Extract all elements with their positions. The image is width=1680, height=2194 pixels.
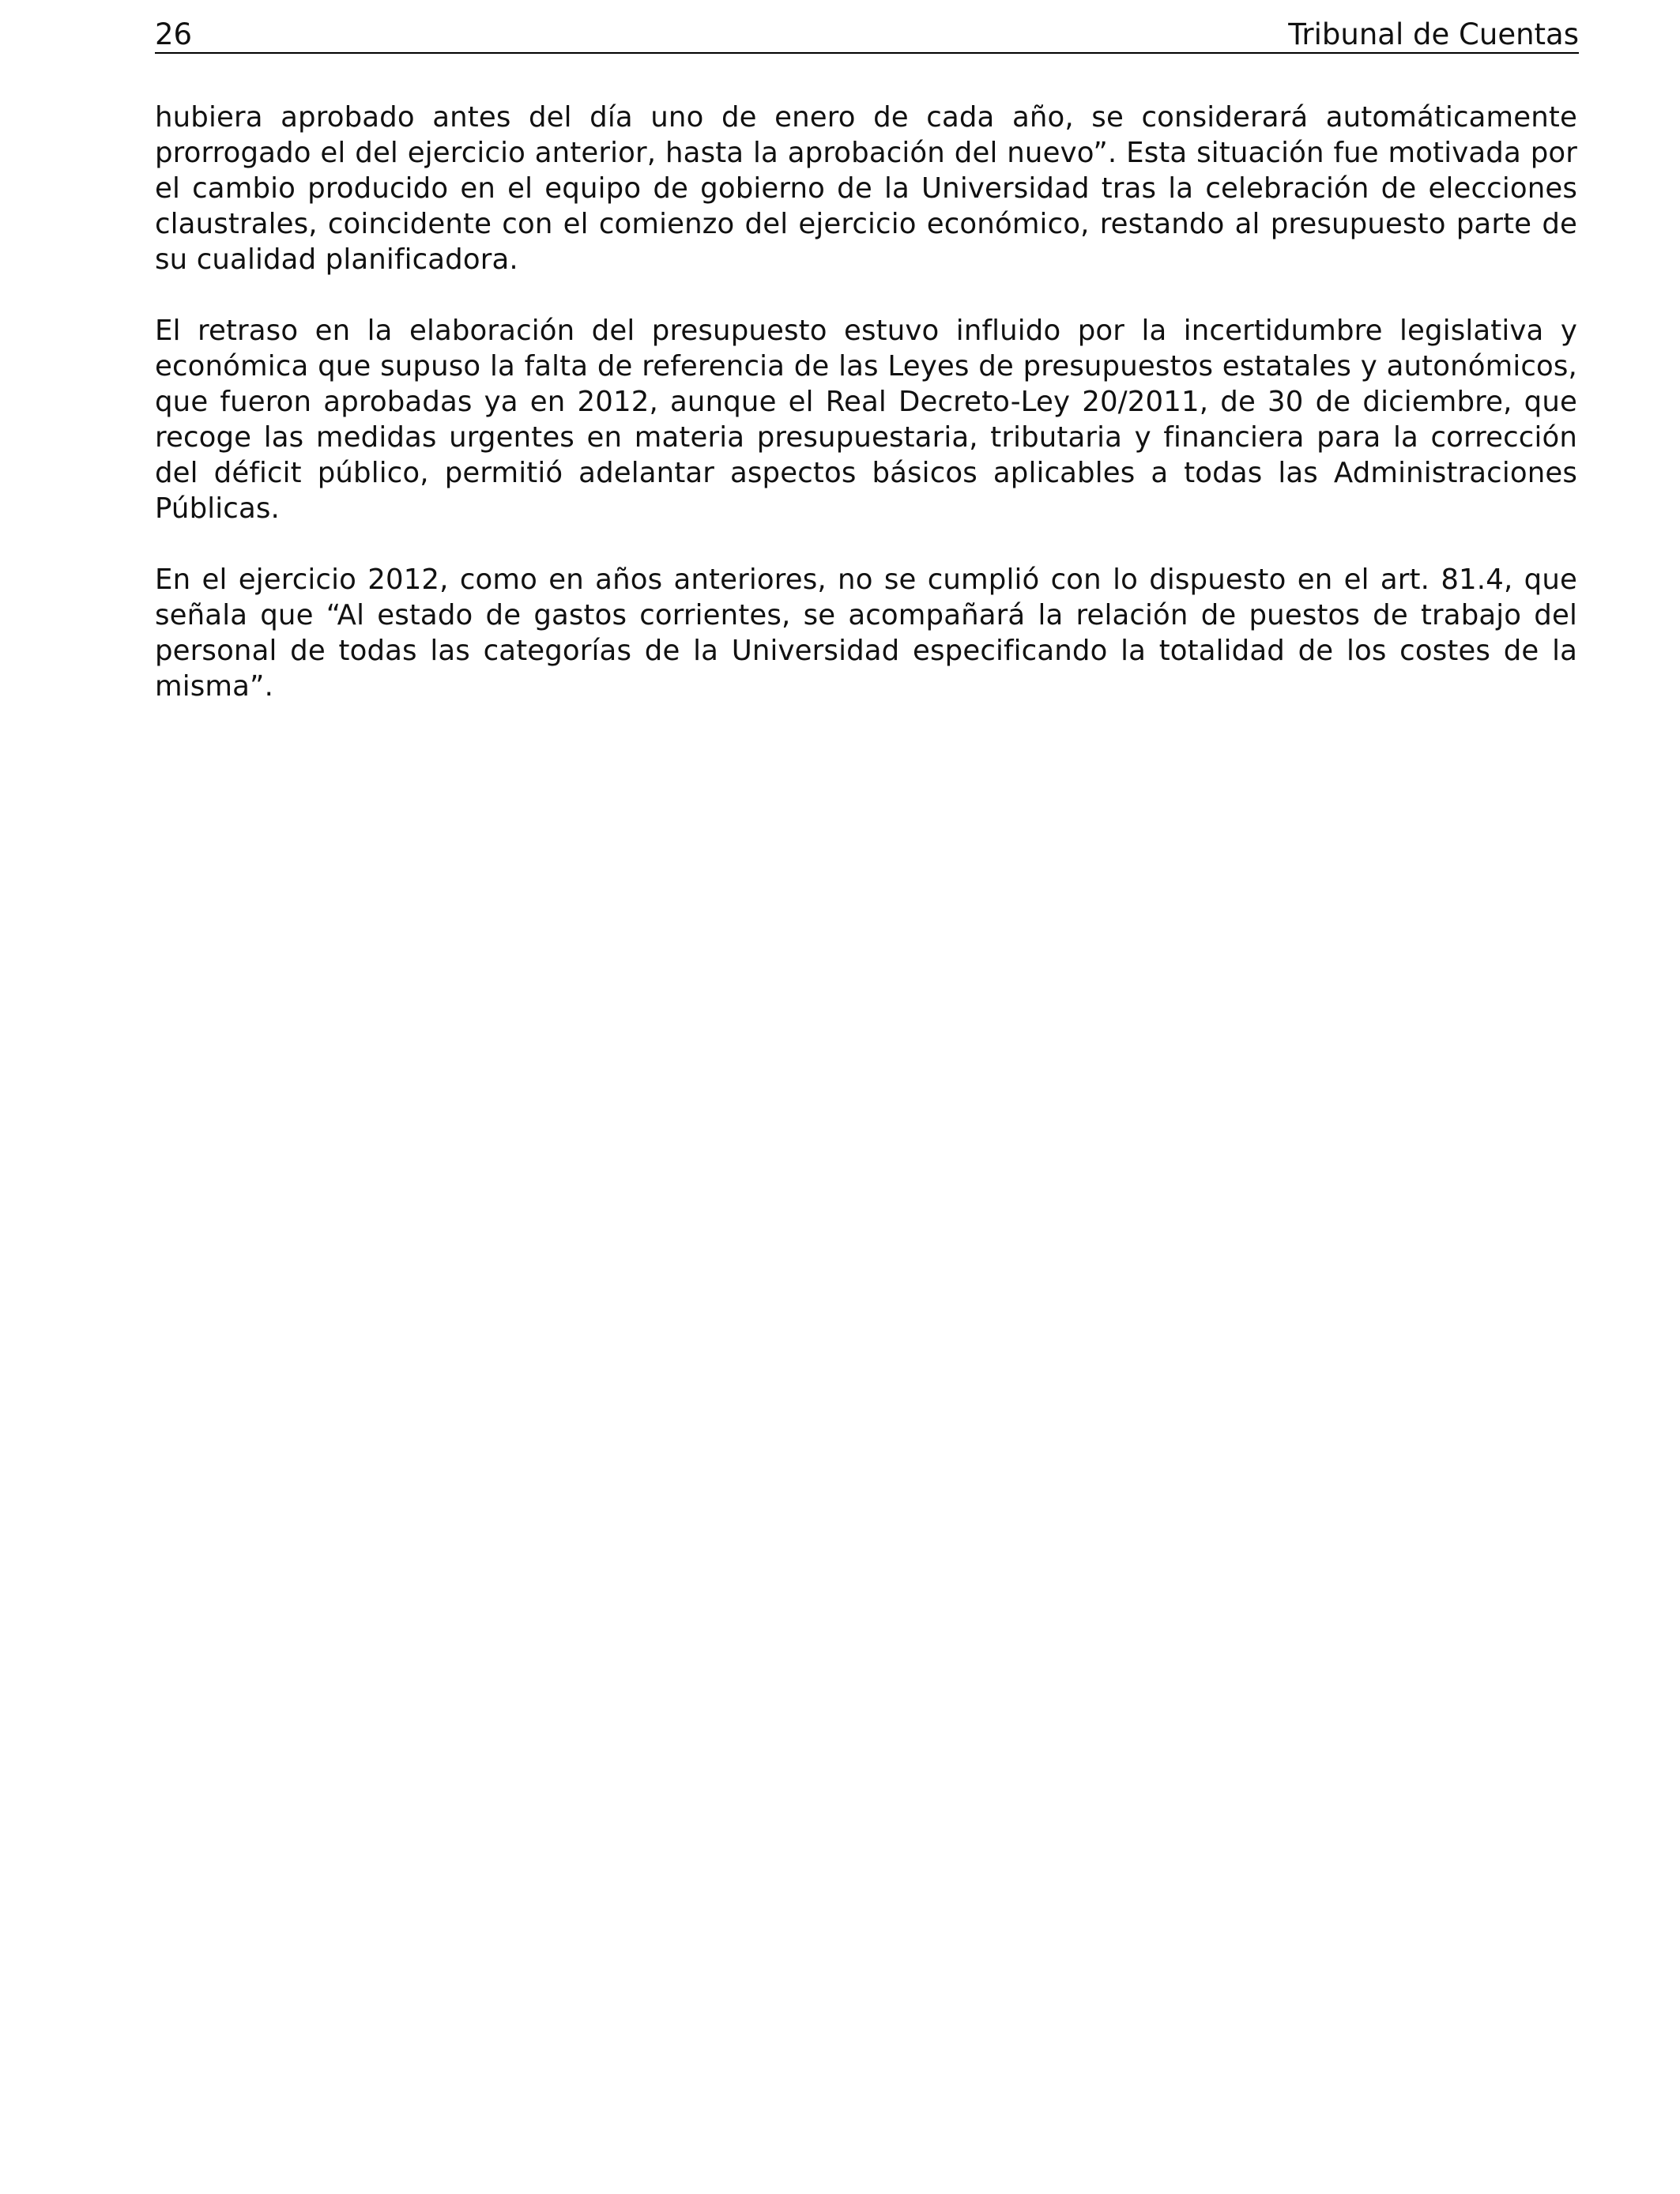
paragraph-3: En el ejercicio 2012, como en años anteriores, no se cumplió con lo dispuesto en el art. 81.4, que señala que “Al estado de gastos corrientes, se acompañará la relación de puestos de trabajo del personal de todas las categorías de la Universidad especificando la totalidad de los costes de la misma”. — [155, 564, 1577, 703]
page-header — [155, 17, 1579, 54]
paragraph-1: hubiera aprobado antes del día uno de enero de cada año, se considerará automáticamente prorrogado el del ejercicio anterior, hasta la aprobación del nuevo”. Esta situación fue motivada por el cambio producido en el equipo de gobierno de la Universidad tras la celebración de elecciones claustrales, coincidente con el comienzo del ejercicio económico, restando al presupuesto parte de su cualidad planificadora. — [155, 101, 1577, 276]
paragraph-2: El retraso en la elaboración del presupuesto estuvo influido por la incertidumbre legislativa y económica que supuso la falta de referencia de las Leyes de presupuestos estatales y autonómicos, que fueron aprobadas ya en 2012, aunque el Real Decreto-Ley 20/2011, de 30 de diciembre, que recoge las medidas urgentes en materia presupuestaria, tributaria y financiera para la corrección del déficit público, permitió adelantar aspectos básicos aplicables a todas las Administraciones Públicas. — [155, 315, 1577, 525]
running-title: Tribunal de Cuentas — [1288, 17, 1579, 51]
page-number: 26 — [155, 17, 193, 51]
body-text — [155, 100, 1577, 740]
